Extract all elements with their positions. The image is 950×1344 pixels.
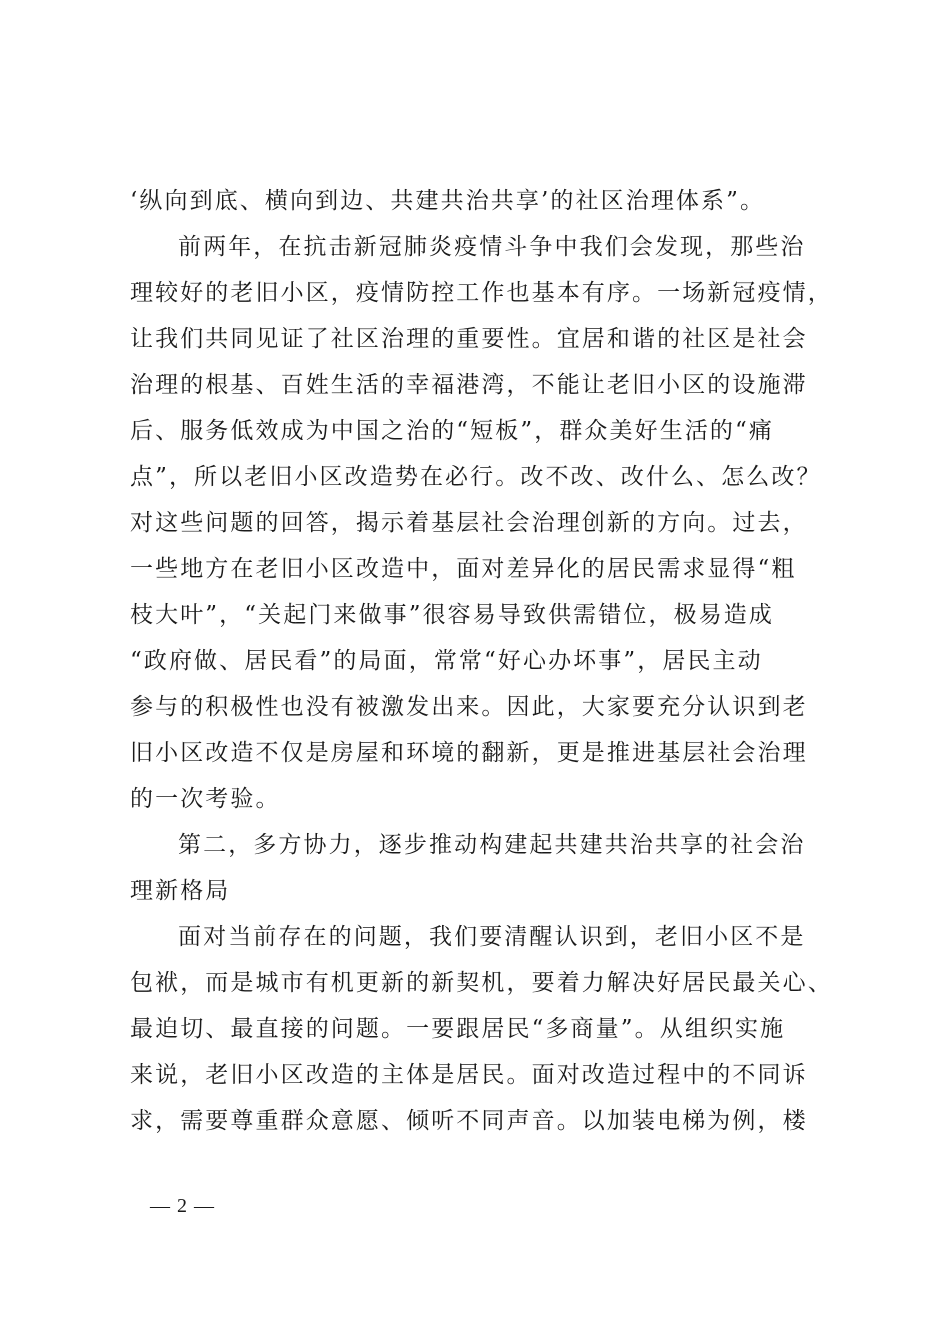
text-line: 面对当前存在的问题，我们要清醒认识到，老旧小区不是 [178, 924, 806, 950]
text-line: ‘纵向到底、横向到边、共建共治共享’的社区治理体系”。 [130, 188, 766, 214]
text-line: 最迫切、最直接的问题。一要跟居民“多商量”。从组织实施 [130, 1016, 786, 1042]
text-line: 第二，多方协力，逐步推动构建起共建共治共享的社会治 [178, 832, 806, 858]
page-number: — 2 — [150, 1195, 215, 1217]
text-line: 的一次考验。 [130, 786, 281, 812]
text-line: 点”，所以老旧小区改造势在必行。改不改、改什么、怎么改？ [130, 464, 822, 490]
text-line: 让我们共同见证了社区治理的重要性。宜居和谐的社区是社会 [130, 326, 808, 352]
text-line: 来说，老旧小区改造的主体是居民。面对改造过程中的不同诉 [130, 1062, 808, 1088]
text-line: 对这些问题的回答，揭示着基层社会治理创新的方向。过去， [130, 510, 808, 536]
text-line: 参与的积极性也没有被激发出来。因此，大家要充分认识到老 [130, 694, 808, 720]
text-line: 后、服务低效成为中国之治的“短板”，群众美好生活的“痛 [130, 418, 774, 444]
text-line: 前两年，在抗击新冠肺炎疫情斗争中我们会发现，那些治 [178, 234, 806, 260]
text-line: 理新格局 [130, 878, 231, 904]
text-line: 旧小区改造不仅是房屋和环境的翻新，更是推进基层社会治理 [130, 740, 808, 766]
text-line: 包袱，而是城市有机更新的新契机，要着力解决好居民最关心、 [130, 970, 833, 996]
text-line: 一些地方在老旧小区改造中，面对差异化的居民需求显得“粗 [130, 556, 797, 582]
text-line: 枝大叶”，“关起门来做事”很容易导致供需错位，极易造成 [130, 602, 774, 628]
text-line: “政府做、居民看”的局面，常常“好心办坏事”，居民主动 [130, 648, 763, 674]
text-line: 治理的根基、百姓生活的幸福港湾，不能让老旧小区的设施滞 [130, 372, 808, 398]
body-text [130, 178, 833, 1144]
text-line: 求，需要尊重群众意愿、倾听不同声音。以加装电梯为例，楼 [130, 1108, 808, 1134]
text-line: 理较好的老旧小区，疫情防控工作也基本有序。一场新冠疫情， [130, 280, 833, 306]
